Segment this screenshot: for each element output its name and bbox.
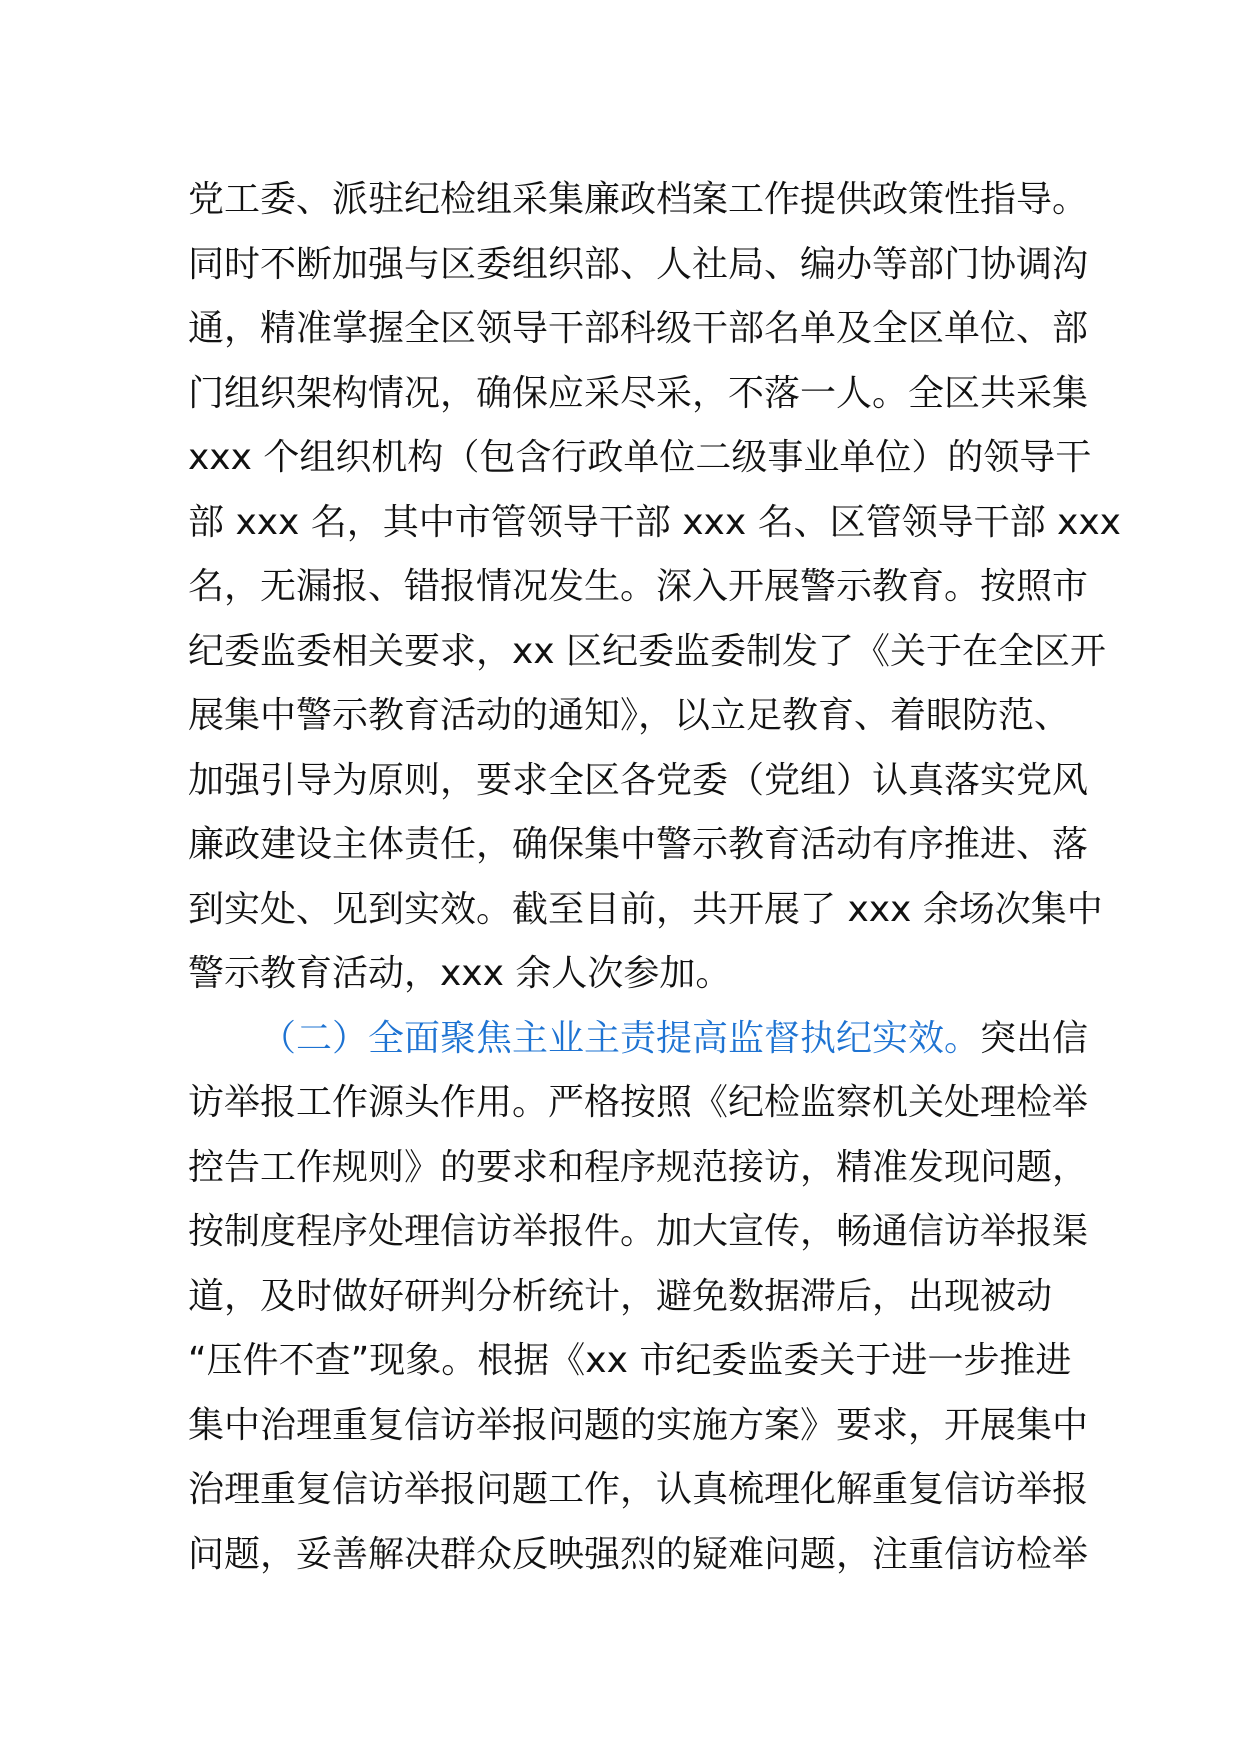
- text-line: 部 xxx 名，其中市管领导干部 xxx 名、区管领导干部 xxx: [188, 501, 1121, 543]
- text-line: 控告工作规则》的要求和程序规范接访，精准发现问题，: [188, 1146, 1089, 1188]
- section-heading-tail: 突出信: [980, 1017, 1089, 1059]
- section-heading-line: [188, 1007, 1089, 1072]
- text-line: 门组织架构情况，确保应采尽采，不落一人。全区共采集: [188, 372, 1089, 414]
- text-line: 展集中警示教育活动的通知》，以立足教育、着眼防范、: [188, 695, 1071, 736]
- text-line: 道，及时做好研判分析统计，避免数据滞后，出现被动: [188, 1275, 1053, 1317]
- paragraph-1: [188, 168, 1121, 1007]
- section-heading: （二）全面聚焦主业主责提高监督执纪实效。: [260, 1017, 981, 1059]
- text-line: “压件不查”现象。根据《xx 市纪委监委关于进一步推进: [188, 1340, 1072, 1381]
- text-line: 纪委监委相关要求，xx 区纪委监委制发了《关于在全区开: [188, 630, 1107, 672]
- text-line: 名，无漏报、错报情况发生。深入开展警示教育。按照市: [188, 566, 1089, 607]
- text-line: 问题，妥善解决群众反映强烈的疑难问题，注重信访检举: [188, 1533, 1089, 1575]
- body-text: [188, 168, 1121, 1587]
- text-line: 集中治理重复信访举报问题的实施方案》要求，开展集中: [188, 1404, 1089, 1446]
- text-line: 治理重复信访举报问题工作，认真梳理化解重复信访举报: [188, 1469, 1089, 1510]
- text-line: 廉政建设主体责任，确保集中警示教育活动有序推进、落: [188, 824, 1089, 865]
- text-line: 访举报工作源头作用。严格按照《纪检监察机关处理检举: [188, 1082, 1089, 1123]
- text-line: 到实处、见到实效。截至目前，共开展了 xxx 余场次集中: [188, 888, 1103, 930]
- text-line: 警示教育活动，xxx 余人次参加。: [188, 953, 732, 994]
- text-line: xxx 个组织机构（包含行政单位二级事业单位）的领导干: [188, 437, 1092, 478]
- text-line: 加强引导为原则，要求全区各党委（党组）认真落实党风: [188, 759, 1089, 801]
- text-line: 按制度程序处理信访举报件。加大宣传，畅通信访举报渠: [188, 1211, 1089, 1252]
- text-line: 通，精准掌握全区领导干部科级干部名单及全区单位、部: [188, 308, 1089, 349]
- text-line: 同时不断加强与区委组织部、人社局、编办等部门协调沟: [188, 243, 1089, 285]
- paragraph-2: [188, 1007, 1089, 1588]
- text-line: 党工委、派驻纪检组采集廉政档案工作提供政策性指导。: [188, 179, 1089, 220]
